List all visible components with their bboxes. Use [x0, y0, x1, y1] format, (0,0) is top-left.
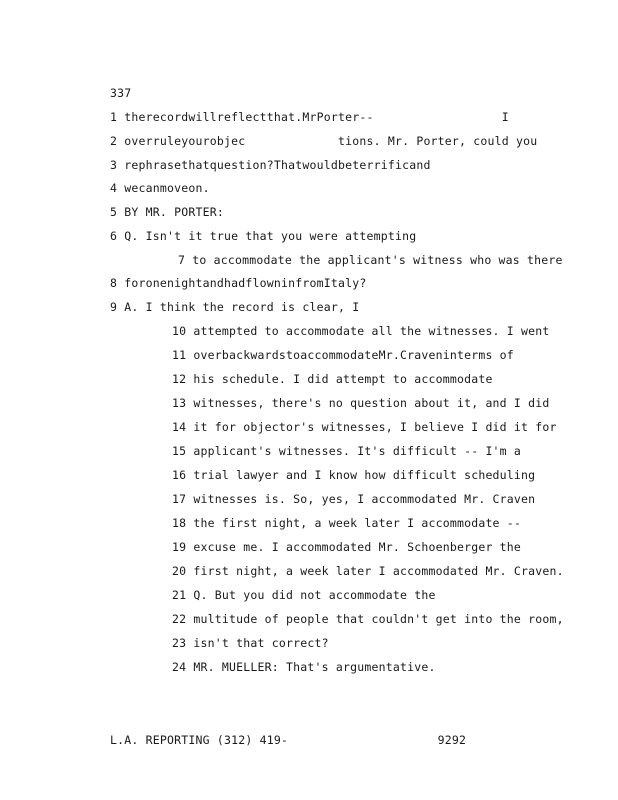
transcript-line-17: 17 witnesses is. So, yes, I accommodated Mr. Craven — [172, 492, 536, 506]
transcript-line-10: 10 attempted to accommodate all the witnesses. I went — [172, 324, 550, 338]
transcript-line-7: 7 to accommodate the applicant's witness who was there — [178, 253, 563, 267]
transcript-line-2: 2 overruleyourobjec tions. Mr. Porter, could you — [110, 134, 538, 148]
transcript-line-3: 3 rephrasethatquestion?Thatwouldbeterrificand — [110, 158, 431, 172]
transcript-line-5: 5 BY MR. PORTER: — [110, 205, 224, 219]
transcript-line-4: 4 wecanmoveon. — [110, 181, 210, 195]
transcript-line-14: 14 it for objector's witnesses, I believe I did it for — [172, 420, 557, 434]
transcript-line-13: 13 witnesses, there's no question about it, and I did — [172, 396, 550, 410]
reporting-footer: L.A. REPORTING (312) 419- 9292 — [110, 733, 467, 747]
transcript-line-15: 15 applicant's witnesses. It's difficult -- I'm a — [172, 444, 522, 458]
transcript-line-21: 21 Q. But you did not accommodate the — [172, 588, 436, 602]
transcript-line-24: 24 MR. MUELLER: That's argumentative. — [172, 660, 436, 674]
page-number: 337 — [110, 86, 132, 100]
transcript-line-8: 8 foronenightandhadflowninfromItaly? — [110, 276, 367, 290]
transcript-line-20: 20 first night, a week later I accommodated Mr. Craven. — [172, 564, 564, 578]
transcript-line-18: 18 the first night, a week later I accommodate -- — [172, 516, 522, 530]
transcript-line-12: 12 his schedule. I did attempt to accommodate — [172, 372, 493, 386]
transcript-line-19: 19 excuse me. I accommodated Mr. Schoenberger the — [172, 540, 522, 554]
transcript-line-16: 16 trial lawyer and I know how difficult scheduling — [172, 468, 536, 482]
transcript-line-11: 11 overbackwardstoaccommodateMr.Craveninterms of — [172, 348, 514, 362]
transcript-line-22: 22 multitude of people that couldn't get into the room, — [172, 612, 564, 626]
transcript-line-23: 23 isn't that correct? — [172, 636, 329, 650]
transcript-line-1: 1 therecordwillreflectthat.MrPorter-- I — [110, 110, 509, 124]
transcript-line-9: 9 A. I think the record is clear, I — [110, 300, 360, 314]
transcript-line-6: 6 Q. Isn't it true that you were attempting — [110, 229, 417, 243]
